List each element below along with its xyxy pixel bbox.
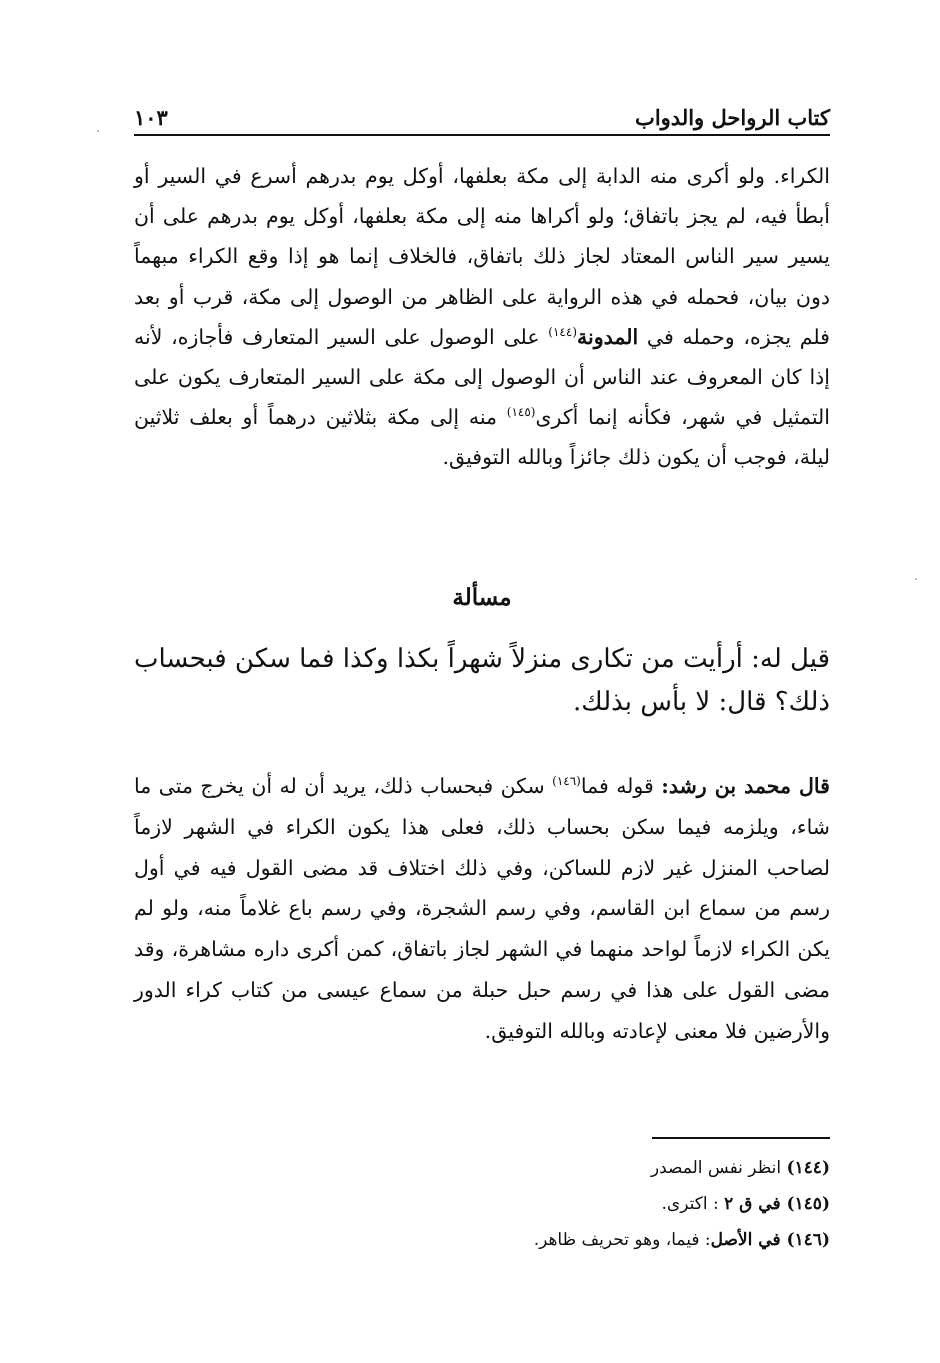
footnote-ref: (١٤٦) (552, 774, 581, 789)
scan-speck (97, 130, 99, 132)
footnote-source: في ق ٢ (724, 1194, 787, 1214)
footnote-number: (١٤٤) (786, 1158, 830, 1178)
section-title: مسألة (452, 584, 512, 611)
footnote (134, 1150, 830, 1186)
commentary-lead: قال محمد بن رشد: (661, 774, 830, 798)
footnote-ref: (١٤٥) (506, 405, 536, 420)
paragraph-text: الكراء. ولو أكرى منه الدابة إلى مكة بعلفها، أوكل يوم بدرهم أسرع في السير أو أبطأ فيه، لم يجز باتفاق؛ ولو أكراها منه إلى مكة بعلفها، أوكل يوم بدرهم على أن يسير سير الناس المعتاد لجاز ذلك باتفاق، فالخلاف إنما هو إذا وقع الكراء مبهماً دون بيان، فحمله في هذه الرواية على الظاهر من الوصول إلى مكة، قرب أو بعد فلم يجزه، وحمله في (134, 164, 830, 349)
footnote-text: انظر نفس المصدر (650, 1158, 787, 1178)
footnote-text: : فيما، وهو تحريف ظاهر. (533, 1230, 711, 1250)
footnote-rule (652, 1137, 830, 1139)
footnotes (134, 1150, 830, 1258)
footnote-text: : اكترى. (661, 1194, 725, 1214)
question-paragraph: قيل له: أرأيت من تكارى منزلاً شهراً بكذا وكذا فما سكن فبحساب ذلك؟ قال: لا بأس بذلك. (134, 644, 830, 717)
header-rule (134, 134, 830, 136)
page-header (134, 96, 830, 130)
paragraph-text: سكن فبحساب ذلك، يريد أن له أن يخرج متى ما شاء، ويلزمه فيما سكن بحساب ذلك، فعلى هذا يكون الكراء في الشهر لازماً لصاحب المنزل غير لازم للساكن، وفي ذلك اختلاف قد مضى القول فيه في أول رسم من سماع ابن القاسم، وفي رسم الشجرة، وفي رسم باع غلاماً منه، ولو لم يكن الكراء لازماً لواحد منهما في الشهر لجاز باتفاق، كمن أكرى داره مشاهرة، وقد مضى القول على هذا في رسم حبل حبلة من سماع عيسى من كتاب كراء الدور والأرضين فلا معنى لإعادته وبالله التوفيق. (134, 774, 830, 1043)
bold-term: المدونة (577, 324, 639, 349)
footnote (134, 1222, 830, 1258)
footnote-source: في الأصل (710, 1230, 787, 1250)
commentary-paragraph (134, 766, 830, 1052)
paragraph-text: منه إلى مكة بثلاثين درهماً أو بعلف ثلاثين ليلة، فوجب أن يكون ذلك جائزاً وبالله التوفيق. (134, 405, 830, 470)
paragraph-text: على الوصول على السير المتعارف فأجازه، لأنه إذا كان المعروف عند الناس أن الوصول إلى مكة على السير المتعارف يكون على التمثيل في شهر، فكأنه إنما أكرى (134, 324, 830, 430)
running-title: كتاب الرواحل والدواب (635, 105, 830, 130)
footnote-number: (١٤٦) (786, 1230, 830, 1250)
scan-speck (915, 578, 917, 580)
paragraph-text: قوله فما (580, 774, 662, 798)
footnote (134, 1186, 830, 1222)
page-number: ١٠٣ (134, 105, 168, 130)
footnote-number: (١٤٥) (786, 1194, 830, 1214)
footnote-ref: (١٤٤) (548, 324, 578, 339)
continuation-paragraph (134, 156, 830, 478)
